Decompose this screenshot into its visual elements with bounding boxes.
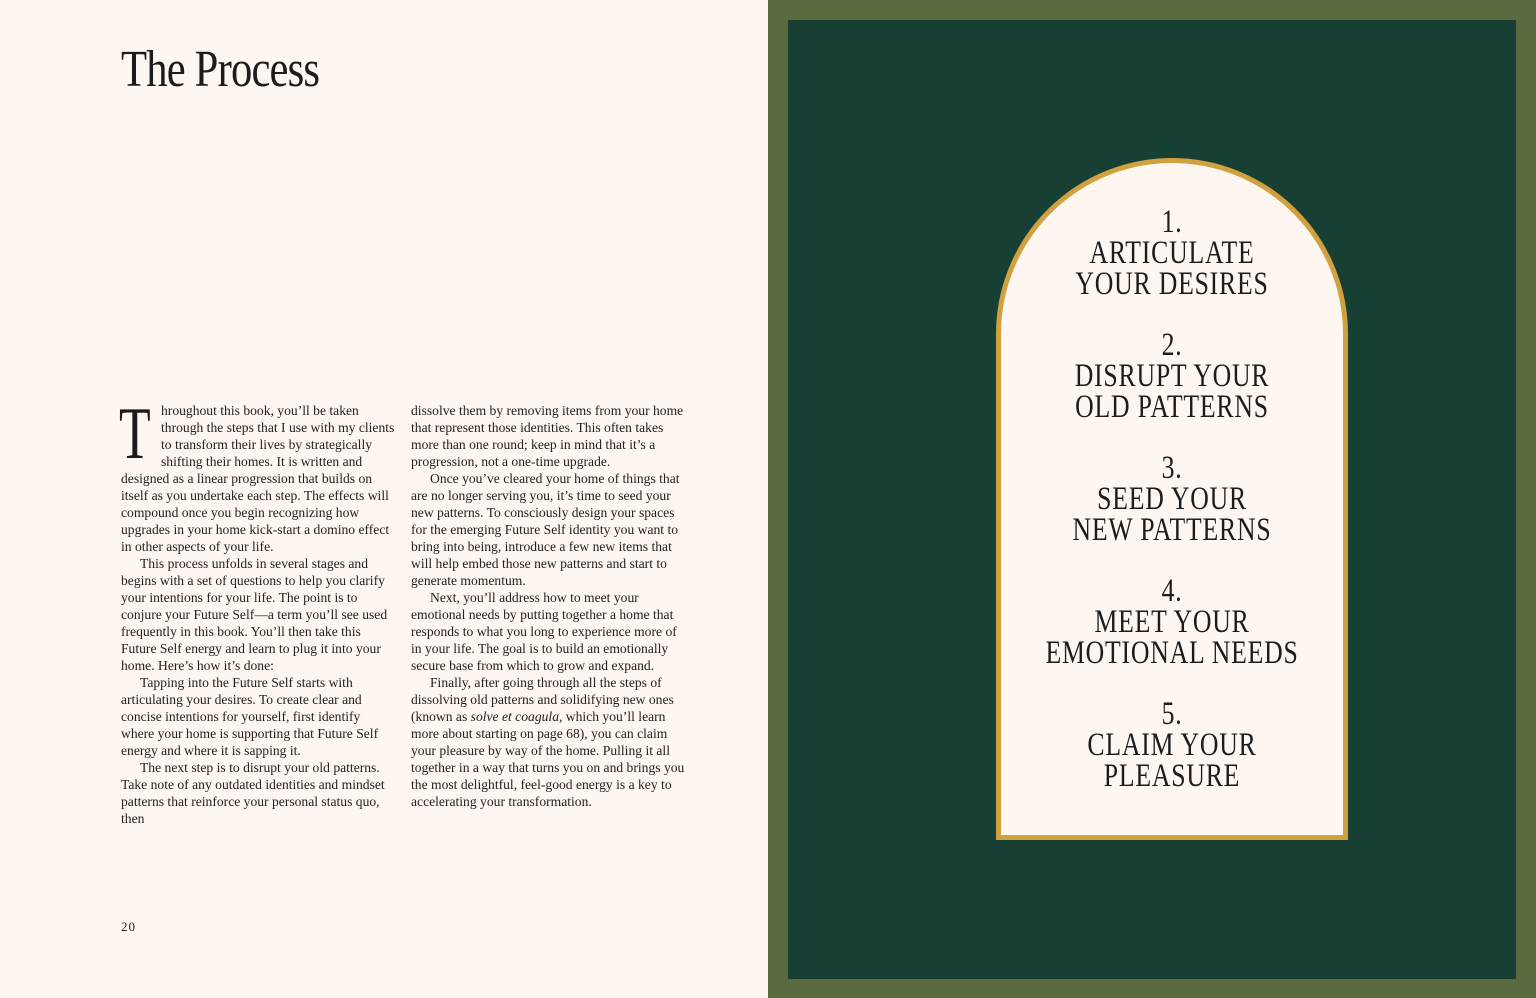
step-title: MEET YOUR [1094, 604, 1250, 640]
step-item [1001, 450, 1343, 548]
step-title: PLEASURE [1103, 758, 1241, 794]
step-title: CLAIM YOUR [1087, 727, 1257, 763]
paragraph [411, 674, 686, 810]
arch-frame [996, 158, 1348, 840]
paragraph: Once you’ve cleared your home of things that are no longer serving you, it’s time to seed your new patterns. To consciously design your spaces for the emerging Future Self identity you want to bring into being, introduce a few new items that will help embed those new patterns and start to generate momentum. [411, 471, 680, 588]
drop-cap: T [119, 393, 151, 475]
paragraph-text: Finally, after going through all the steps of dissolving old patterns and solidifying new ones (known as [411, 675, 674, 724]
paragraph-text: , which you’ll learn more about starting on page 68), you can claim your pleasure by way of the home. Pulling it all together in a way that turns you on and brings you the most delightful, feel-good energy is a key to accelerating your transformation. [411, 709, 685, 809]
step-item [1001, 696, 1343, 794]
step-title: EMOTIONAL NEEDS [1045, 635, 1299, 671]
step-number: 3. [1161, 450, 1183, 486]
text-column-2 [411, 402, 686, 810]
paragraph-text: hroughout this book, you’ll be taken through the steps that I use with my clients to transform their lives by strategically shifting their homes. It is written and designed as a linear progression that builds on itself as you undertake each step. The effects will compound once you begin recognizing how upgrades in your home kick-start a domino effect in other aspects of your life. [121, 403, 395, 554]
step-number: 2. [1161, 327, 1183, 363]
step-number: 4. [1161, 573, 1183, 609]
paragraph [119, 393, 396, 555]
step-number: 5. [1161, 696, 1183, 732]
step-item [1001, 327, 1343, 425]
step-title: ARTICULATE [1089, 235, 1255, 271]
step-title: NEW PATTERNS [1072, 512, 1272, 548]
step-item [1001, 573, 1343, 671]
paragraph: dissolve them by removing items from your home that represent those identities. This often takes more than one round; keep in mind that it’s a progression, not a one-time upgrade. [411, 403, 684, 469]
paragraph: The next step is to disrupt your old patterns. Take note of any outdated identities and mindset patterns that reinforce your personal status quo, then [121, 760, 385, 826]
italic-phrase: solve et coagula [470, 709, 559, 724]
text-column-1 [119, 393, 396, 827]
paragraph: Tapping into the Future Self starts with articulating your desires. To create clear and concise intentions for yourself, first identify where your home is supporting that Future Self energy and where it is sapping it. [121, 675, 379, 758]
page-title: The Process [121, 41, 320, 98]
right-page [768, 0, 1536, 998]
step-title: DISRUPT YOUR [1074, 358, 1270, 394]
step-title: OLD PATTERNS [1075, 389, 1269, 425]
step-title: YOUR DESIRES [1075, 266, 1269, 302]
step-title: SEED YOUR [1097, 481, 1247, 517]
page-number: 20 [121, 919, 136, 934]
paragraph: Next, you’ll address how to meet your emotional needs by putting together a home that responds to what you long to experience more of in your life. The goal is to build an emotionally secure base from which to grow and expand. [411, 590, 677, 673]
paragraph: This process unfolds in several stages and begins with a set of questions to help you clarify your intentions for your life. The point is to conjure your Future Self—a term you’ll see used frequently in this book. You’ll then take this Future Self energy and learn to plug it into your home. Here’s how it’s done: [121, 556, 388, 673]
steps-list [1001, 204, 1343, 822]
step-number: 1. [1161, 204, 1183, 240]
green-panel [788, 20, 1516, 979]
step-item [1001, 204, 1343, 302]
